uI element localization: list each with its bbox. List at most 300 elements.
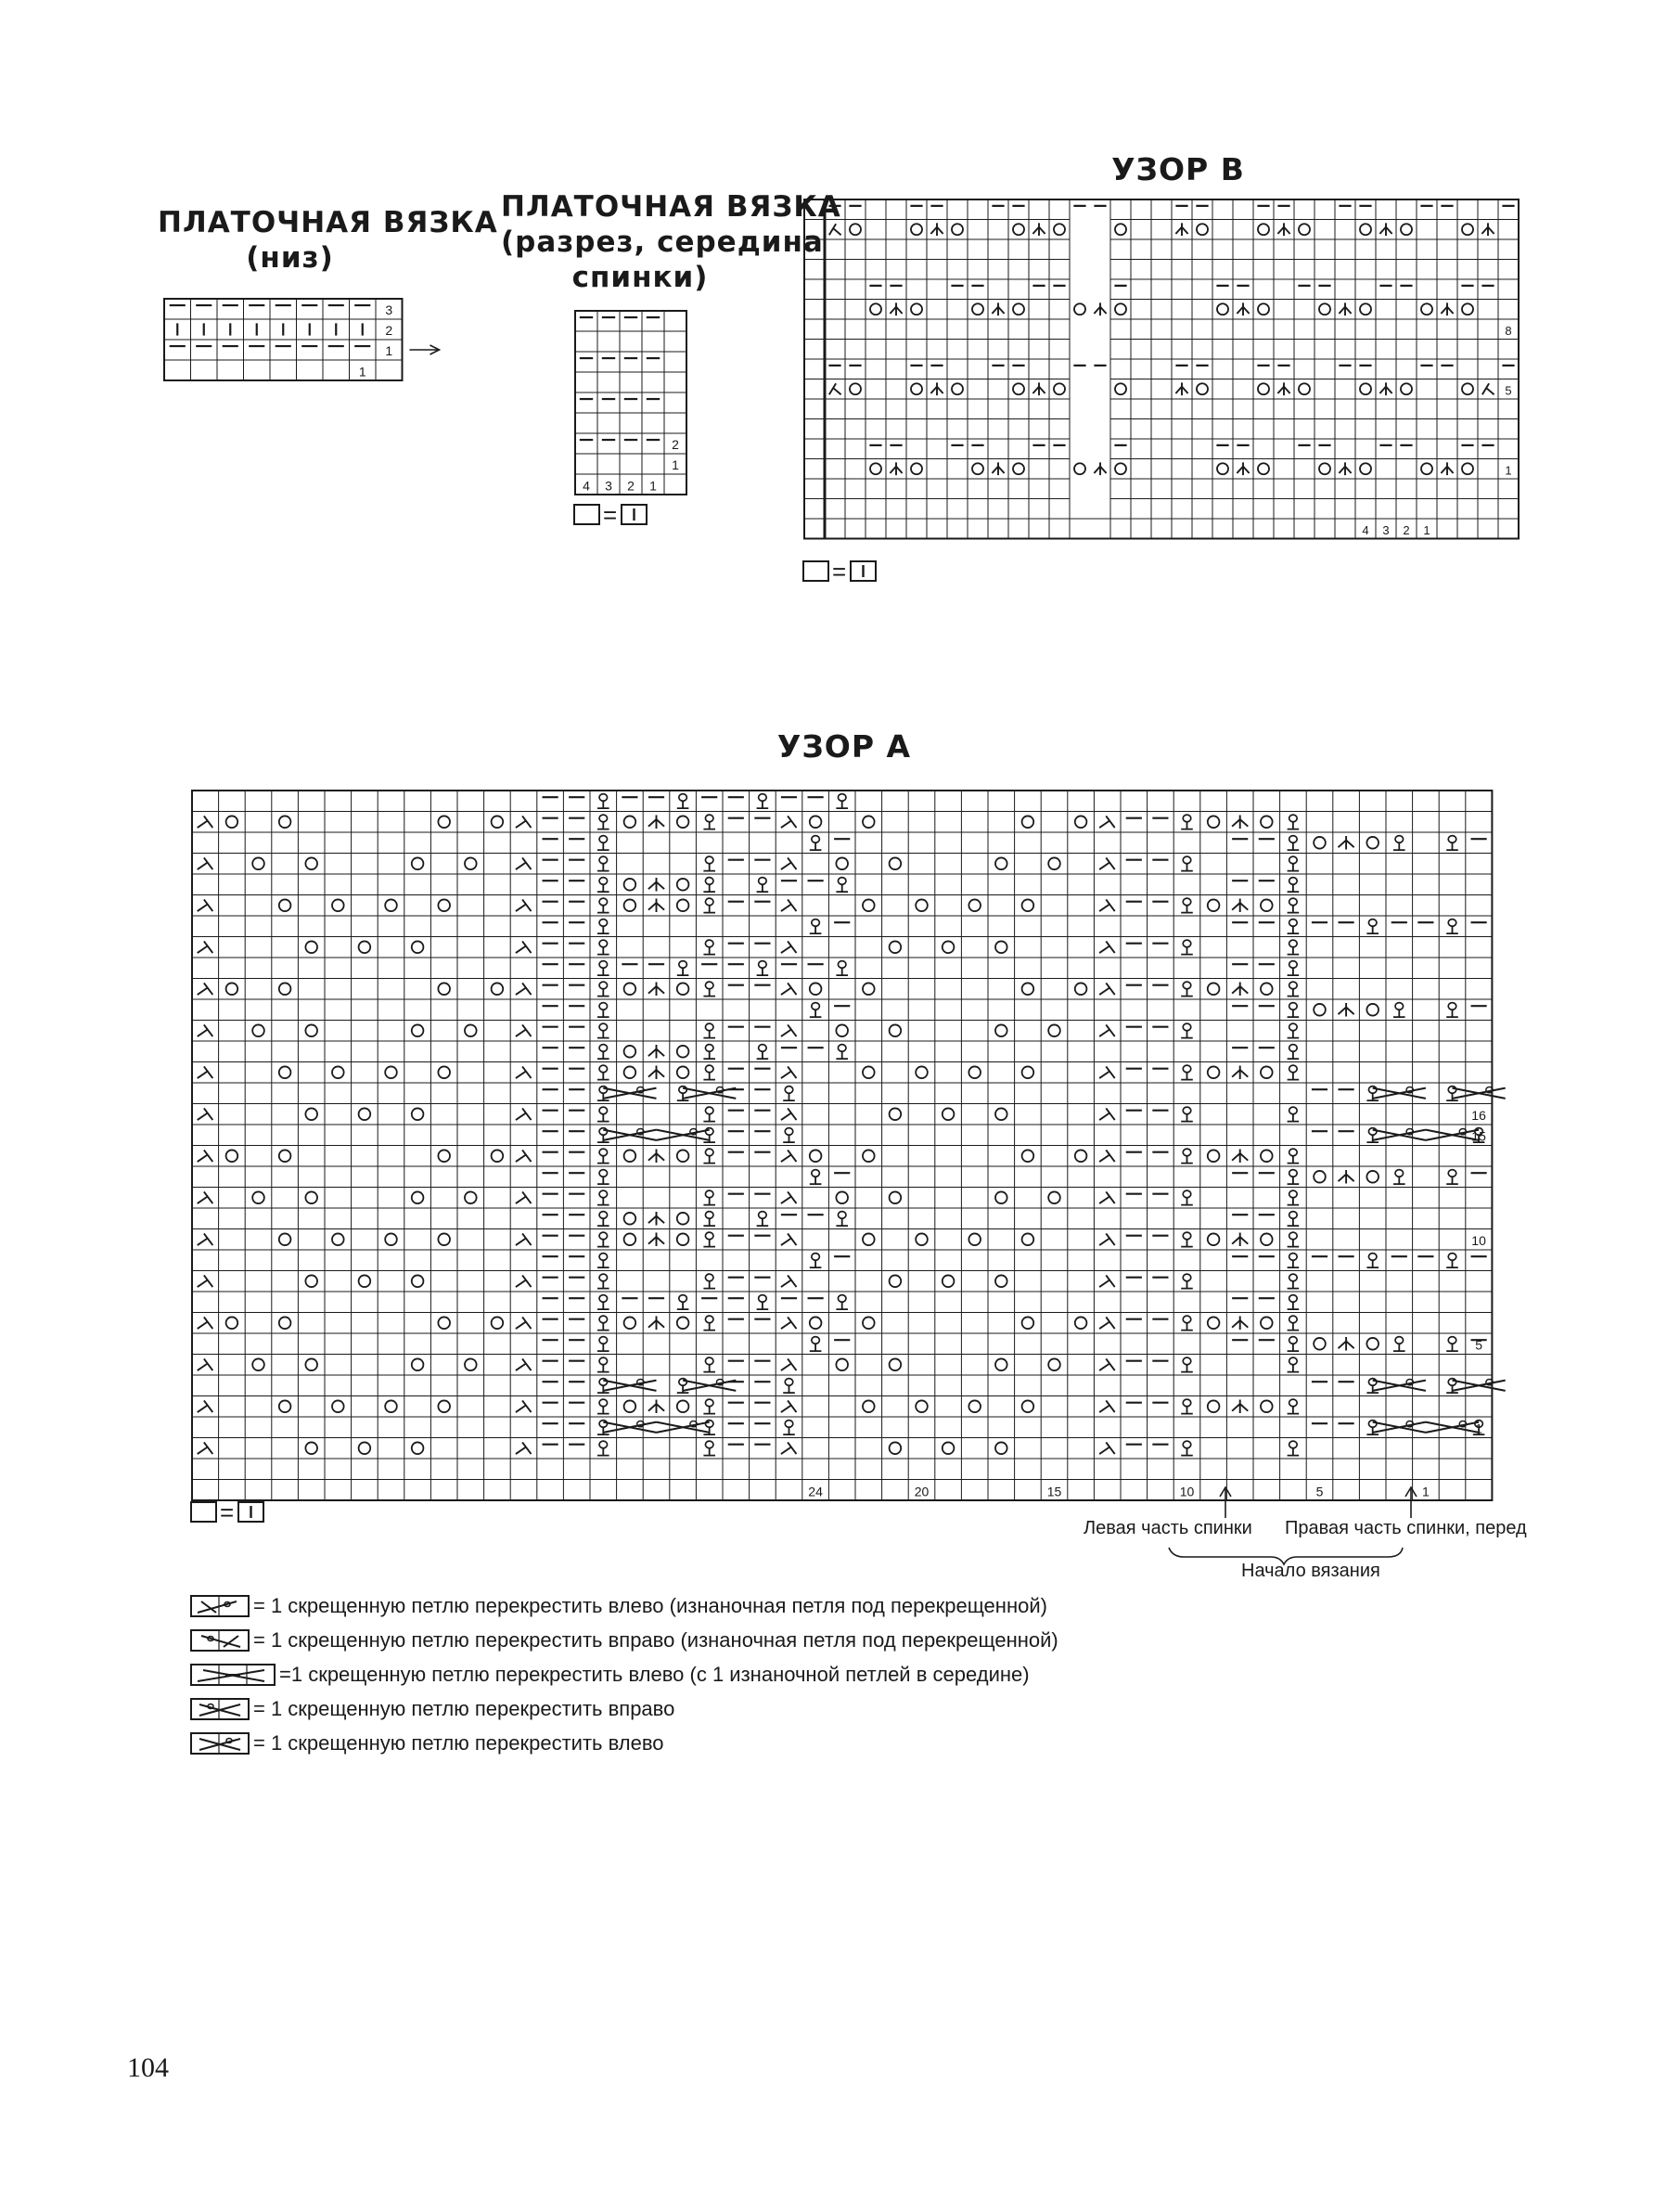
twisted-stitch-icon [1288,1177,1300,1184]
twisted-stitch-icon [1288,1407,1300,1414]
yarn-over-icon [279,983,291,995]
cable-cross-icon [1373,1088,1426,1099]
twisted-loop-icon [1289,856,1298,864]
twisted-stitch-icon [1393,1344,1405,1351]
yarn-over-icon [279,1400,291,1412]
legend-text: = 1 скрещенную петлю перекрестить влево [253,1730,664,1755]
cable-cross-icon [657,1422,710,1433]
twisted-loop-icon [1289,878,1298,885]
twisted-loop-icon [1289,1023,1298,1031]
twisted-loop-icon [1183,1357,1191,1365]
twisted-stitch-icon [783,1135,795,1142]
decrease-right-icon [516,1317,532,1329]
yarn-over-icon [863,1150,875,1162]
yarn-over-icon [677,1213,689,1225]
twisted-stitch-icon [597,1281,609,1289]
twisted-stitch-icon [1446,1344,1458,1351]
twisted-stitch-icon [1366,926,1379,933]
twisted-stitch-icon [597,1156,609,1164]
yarn-over-icon [1054,224,1065,235]
yarn-over-icon [1075,816,1087,828]
yarn-over-icon [1208,899,1220,911]
yarn-over-icon [1208,1400,1220,1412]
equals-sign: = [832,559,847,585]
twisted-loop-icon [1368,1128,1377,1136]
twisted-loop-icon [1289,1274,1298,1281]
garter-bottom-title [158,206,498,276]
twisted-stitch-icon [1181,822,1193,829]
twisted-stitch-icon [1446,842,1458,850]
decrease-right-icon [516,857,532,869]
yarn-over-icon [412,1442,424,1454]
twisted-loop-icon [1183,1316,1191,1323]
twisted-stitch-icon [810,1344,822,1351]
yarn-over-icon [438,1233,450,1245]
twisted-stitch-icon [677,968,689,975]
garter-slit-title [501,190,841,295]
empty-cell-key [574,505,599,524]
twisted-loop-icon [1289,1190,1298,1198]
yarn-over-icon [1314,1171,1326,1183]
yarn-over-icon [863,1066,875,1078]
yarn-over-icon [890,857,902,869]
yarn-over-icon [677,1317,689,1329]
yarn-over-icon [1261,899,1273,911]
yarn-over-icon [624,899,636,911]
twisted-stitch-icon [703,822,715,829]
yarn-over-icon [1258,303,1269,315]
twisted-stitch-icon [597,1260,609,1267]
cross-left-purl-under-icon [190,1594,250,1618]
decrease-right-icon [198,1442,213,1454]
twisted-loop-icon [599,1357,608,1365]
title-line: ПЛАТОЧНАЯ ВЯЗКА [158,206,498,239]
yarn-over-icon [1075,1150,1087,1162]
decrease-right-icon [198,1358,213,1370]
yarn-over-icon [332,899,344,911]
yarn-over-icon [279,816,291,828]
cable-cross-icon [1453,1088,1506,1099]
yarn-over-icon [1048,1358,1060,1370]
twisted-stitch-icon [597,864,609,871]
yarn-over-icon [438,899,450,911]
yarn-over-icon [1115,303,1126,315]
stitch-number: 4 [1362,523,1369,538]
yarn-over-icon [226,1150,238,1162]
yarn-over-icon [305,1358,317,1370]
yarn-over-icon [1421,463,1432,474]
twisted-loop-icon [599,961,608,969]
double-decrease-icon [648,1233,664,1246]
twisted-stitch-icon [1288,1114,1300,1122]
twisted-stitch-icon [703,1156,715,1164]
yarn-over-icon [1319,303,1330,315]
yarn-over-icon [438,1066,450,1078]
empty-cell-key [191,1502,216,1522]
chart-grid [575,311,686,495]
legend-row [190,1657,1058,1691]
twisted-stitch-icon [783,1427,795,1434]
cable-cross-icon [1373,1130,1426,1140]
twisted-loop-icon [1448,1170,1456,1177]
yarn-over-icon [279,1317,291,1329]
decrease-right-icon [1099,899,1115,911]
twisted-stitch-icon [597,1198,609,1205]
yarn-over-icon [995,1024,1007,1036]
legend-row [190,1691,1058,1726]
twisted-loop-icon [1289,836,1298,843]
twisted-loop-icon [812,1170,820,1177]
yarn-over-icon [332,1233,344,1245]
twisted-loop-icon [1183,898,1191,906]
twisted-loop-icon [1183,1065,1191,1073]
twisted-stitch-icon [836,1302,848,1309]
yarn-over-icon [492,1317,504,1329]
twisted-loop-icon [838,1045,846,1052]
twisted-loop-icon [599,940,608,947]
twisted-loop-icon [705,1357,713,1365]
decrease-right-icon [198,857,213,869]
twisted-loop-icon [838,1295,846,1303]
twisted-stitch-icon [757,1302,769,1309]
cable-cross-icon [603,1381,656,1391]
twisted-stitch-icon [757,1218,769,1226]
stitch-number: 3 [1382,523,1390,538]
twisted-stitch-icon [597,1407,609,1414]
yarn-over-icon [836,1358,848,1370]
yarn-over-icon [624,1150,636,1162]
twisted-loop-icon [599,836,608,843]
yarn-over-icon [1013,463,1024,474]
yarn-over-icon [624,1213,636,1225]
twisted-loop-icon [599,1087,608,1094]
yarn-over-icon [995,857,1007,869]
twisted-stitch-icon [1288,1323,1300,1331]
twisted-loop-icon [599,1212,608,1219]
twisted-loop-icon [1289,1232,1298,1240]
twisted-loop-icon [1289,1065,1298,1073]
twisted-stitch-icon [703,1073,715,1080]
decrease-left-icon [1482,383,1494,394]
yarn-over-icon [995,1108,1007,1120]
yarn-over-icon [1115,224,1126,235]
twisted-stitch-icon [703,1198,715,1205]
yarn-over-icon [1360,303,1371,315]
twisted-loop-icon [1289,1045,1298,1052]
twisted-stitch-icon [597,1448,609,1456]
twisted-loop-icon [705,1212,713,1219]
double-decrease-icon [992,302,1004,315]
row-number: 2 [385,323,393,339]
double-decrease-icon [1339,302,1351,315]
yarn-over-icon [952,224,963,235]
cable-cross-icon [603,1130,656,1140]
twisted-loop-icon [838,878,846,885]
yarn-over-icon [1314,837,1326,849]
twisted-stitch-icon [1288,1365,1300,1372]
twisted-loop-icon [1368,1254,1377,1261]
twisted-loop-icon [705,898,713,906]
decrease-right-icon [516,816,532,828]
twisted-loop-icon [705,1232,713,1240]
double-decrease-icon [1232,899,1248,912]
yarn-over-icon [226,1317,238,1329]
decrease-right-icon [1099,1108,1115,1120]
double-decrease-icon [1441,302,1453,315]
double-decrease-icon [1232,1150,1248,1163]
row-number: 16 [1471,1108,1486,1124]
twisted-stitch-icon [1288,842,1300,850]
garter-slit-chart [573,309,712,495]
twisted-loop-icon [785,1087,793,1094]
decrease-right-icon [781,899,797,911]
yarn-over-icon [995,1442,1007,1454]
double-decrease-icon [1441,462,1453,475]
yarn-over-icon [968,1066,981,1078]
legend-text: =1 скрещенную петлю перекрестить влево (с 1 изнаночной петлей в середине) [279,1662,1030,1686]
yarn-over-icon [911,383,922,394]
twisted-loop-icon [1289,1441,1298,1448]
twisted-loop-icon [1183,1023,1191,1031]
twisted-loop-icon [599,794,608,802]
yarn-over-icon [972,303,983,315]
decrease-right-icon [516,1358,532,1370]
yarn-over-icon [1360,383,1371,394]
yarn-over-icon [1022,899,1034,911]
yarn-over-icon [1401,383,1412,394]
decrease-right-icon [1099,1150,1115,1162]
yarn-over-icon [890,1191,902,1203]
twisted-stitch-icon [597,842,609,850]
yarn-over-icon [1314,1338,1326,1350]
double-decrease-icon [890,462,902,475]
yarn-over-icon [252,857,264,869]
twisted-loop-icon [1289,1399,1298,1407]
twisted-stitch-icon [757,968,769,975]
twisted-stitch-icon [703,947,715,955]
yarn-over-icon [465,1358,477,1370]
twisted-loop-icon [1448,919,1456,927]
twisted-stitch-icon [1288,968,1300,975]
yarn-over-icon [305,1024,317,1036]
yarn-over-icon [1261,983,1273,995]
double-decrease-icon [648,983,664,996]
twisted-loop-icon [1289,1254,1298,1261]
decrease-right-icon [781,1108,797,1120]
decrease-right-icon [781,1358,797,1370]
twisted-loop-icon [1289,940,1298,947]
yarn-over-icon [1022,1066,1034,1078]
yarn-over-icon [1208,1317,1220,1329]
yarn-over-icon [1261,1317,1273,1329]
start-label: Начало вязания [1241,1561,1380,1581]
yarn-over-icon [911,303,922,315]
twisted-loop-icon [1448,1087,1456,1094]
twisted-stitch-icon [810,1260,822,1267]
title-line: спинки) [571,260,709,294]
yarn-over-icon [438,1400,450,1412]
decrease-right-icon [1099,983,1115,995]
decrease-right-icon [516,1066,532,1078]
twisted-stitch-icon [597,1031,609,1038]
yarn-over-icon [863,1317,875,1329]
twisted-loop-icon [1289,1107,1298,1114]
right-back-label: Правая часть спинки, перед [1285,1518,1527,1538]
stitch-number: 2 [1403,523,1410,538]
yarn-over-icon [916,1233,928,1245]
yarn-over-icon [810,983,822,995]
twisted-loop-icon [1289,1295,1298,1303]
yarn-over-icon [492,1150,504,1162]
yarn-over-icon [890,1275,902,1287]
yarn-over-icon [1462,224,1473,235]
decrease-left-icon [829,224,841,235]
yarn-over-icon [810,816,822,828]
twisted-stitch-icon [703,1365,715,1372]
yarn-over-icon [1258,383,1269,394]
yarn-over-icon [1360,463,1371,474]
decrease-right-icon [781,1400,797,1412]
double-decrease-icon [648,1150,664,1163]
decrease-right-icon [1099,1191,1115,1203]
twisted-stitch-icon [1446,1177,1458,1184]
decrease-right-icon [781,1442,797,1454]
twisted-stitch-icon [597,884,609,892]
double-decrease-icon [1175,382,1187,395]
decrease-right-icon [516,1442,532,1454]
twisted-stitch-icon [1181,989,1193,997]
pattern-a-chart [190,789,1489,1503]
decrease-right-icon [198,816,213,828]
double-decrease-icon [992,462,1004,475]
twisted-stitch-icon [1288,1344,1300,1351]
row-number: 5 [1475,1337,1482,1353]
yarn-over-icon [624,1046,636,1058]
twisted-stitch-icon [1288,1031,1300,1038]
decrease-right-icon [781,1191,797,1203]
yarn-over-icon [1366,1004,1379,1016]
twisted-stitch-icon [703,1031,715,1038]
double-decrease-icon [1339,836,1354,849]
yarn-over-icon [916,1400,928,1412]
twisted-loop-icon [599,1045,608,1052]
double-decrease-icon [1379,382,1391,395]
yarn-over-icon [836,1024,848,1036]
double-decrease-icon [1032,223,1045,236]
decrease-right-icon [198,1275,213,1287]
row-number: 15 [1471,1128,1486,1144]
decrease-right-icon [198,1150,213,1162]
yarn-over-icon [492,983,504,995]
yarn-over-icon [1261,1150,1273,1162]
decrease-right-icon [781,1317,797,1329]
twisted-loop-icon [812,919,820,927]
twisted-stitch-icon [597,1240,609,1247]
yarn-over-icon [252,1191,264,1203]
legend-text: = 1 скрещенную петлю перекрестить вправо (изнаночная петля под перекрещенной) [253,1627,1058,1652]
yarn-over-icon [1261,1233,1273,1245]
decrease-right-icon [198,1317,213,1329]
yarn-over-icon [1022,1233,1034,1245]
twisted-loop-icon [705,1065,713,1073]
double-decrease-icon [1175,223,1187,236]
pattern-b-chart [802,198,1526,546]
twisted-loop-icon [759,961,767,969]
stitch-number: 15 [1046,1484,1062,1499]
decrease-right-icon [516,1400,532,1412]
legend-row [190,1623,1058,1657]
stitch-number: 1 [358,364,366,379]
twisted-loop-icon [599,1170,608,1177]
twisted-loop-icon [705,1399,713,1407]
twisted-loop-icon [705,1023,713,1031]
double-decrease-icon [1339,1003,1354,1016]
yarn-over-icon [677,816,689,828]
yarn-over-icon [677,899,689,911]
twisted-loop-icon [1289,1337,1298,1344]
twisted-stitch-icon [1366,1260,1379,1267]
cross-left-purl-middle-icon [190,1663,276,1687]
twisted-loop-icon [705,940,713,947]
twisted-stitch-icon [597,1365,609,1372]
twisted-stitch-icon [597,906,609,913]
decrease-right-icon [1099,1358,1115,1370]
yarn-over-icon [412,941,424,953]
stitch-number: 2 [627,478,635,494]
twisted-stitch-icon [1181,1031,1193,1038]
twisted-stitch-icon [1288,1281,1300,1289]
yarn-over-icon [624,983,636,995]
double-decrease-icon [648,1212,664,1225]
decrease-right-icon [516,899,532,911]
yarn-over-icon [1048,1024,1060,1036]
yarn-over-icon [412,1191,424,1203]
yarn-over-icon [1366,837,1379,849]
twisted-stitch-icon [677,1302,689,1309]
decrease-right-icon [198,1108,213,1120]
row-number: 1 [1505,463,1512,478]
twisted-stitch-icon [836,801,848,808]
twisted-loop-icon [1183,982,1191,989]
yarn-over-icon [1208,1066,1220,1078]
twisted-loop-icon [679,1087,687,1094]
twisted-loop-icon [1289,898,1298,906]
twisted-stitch-icon [597,947,609,955]
garter-bottom-chart [162,297,478,390]
yarn-over-icon [870,303,881,315]
twisted-loop-icon [599,1274,608,1281]
decrease-right-icon [516,941,532,953]
twisted-loop-icon [679,961,687,969]
twisted-loop-icon [759,878,767,885]
yarn-over-icon [995,1358,1007,1370]
yarn-over-icon [677,1046,689,1058]
twisted-loop-icon [705,1149,713,1156]
stitch-number: 20 [914,1484,930,1499]
twisted-loop-icon [705,982,713,989]
twisted-stitch-icon [1288,1051,1300,1059]
yarn-over-icon [385,1400,397,1412]
twisted-stitch-icon [757,884,769,892]
twisted-stitch-icon [1288,1009,1300,1017]
twisted-loop-icon [812,1254,820,1261]
yarn-over-icon [968,1233,981,1245]
twisted-stitch-icon [1288,864,1300,871]
twisted-stitch-icon [1181,1114,1193,1122]
twisted-loop-icon [599,1399,608,1407]
twisted-stitch-icon [1288,1260,1300,1267]
stitch-number: 4 [583,478,590,494]
